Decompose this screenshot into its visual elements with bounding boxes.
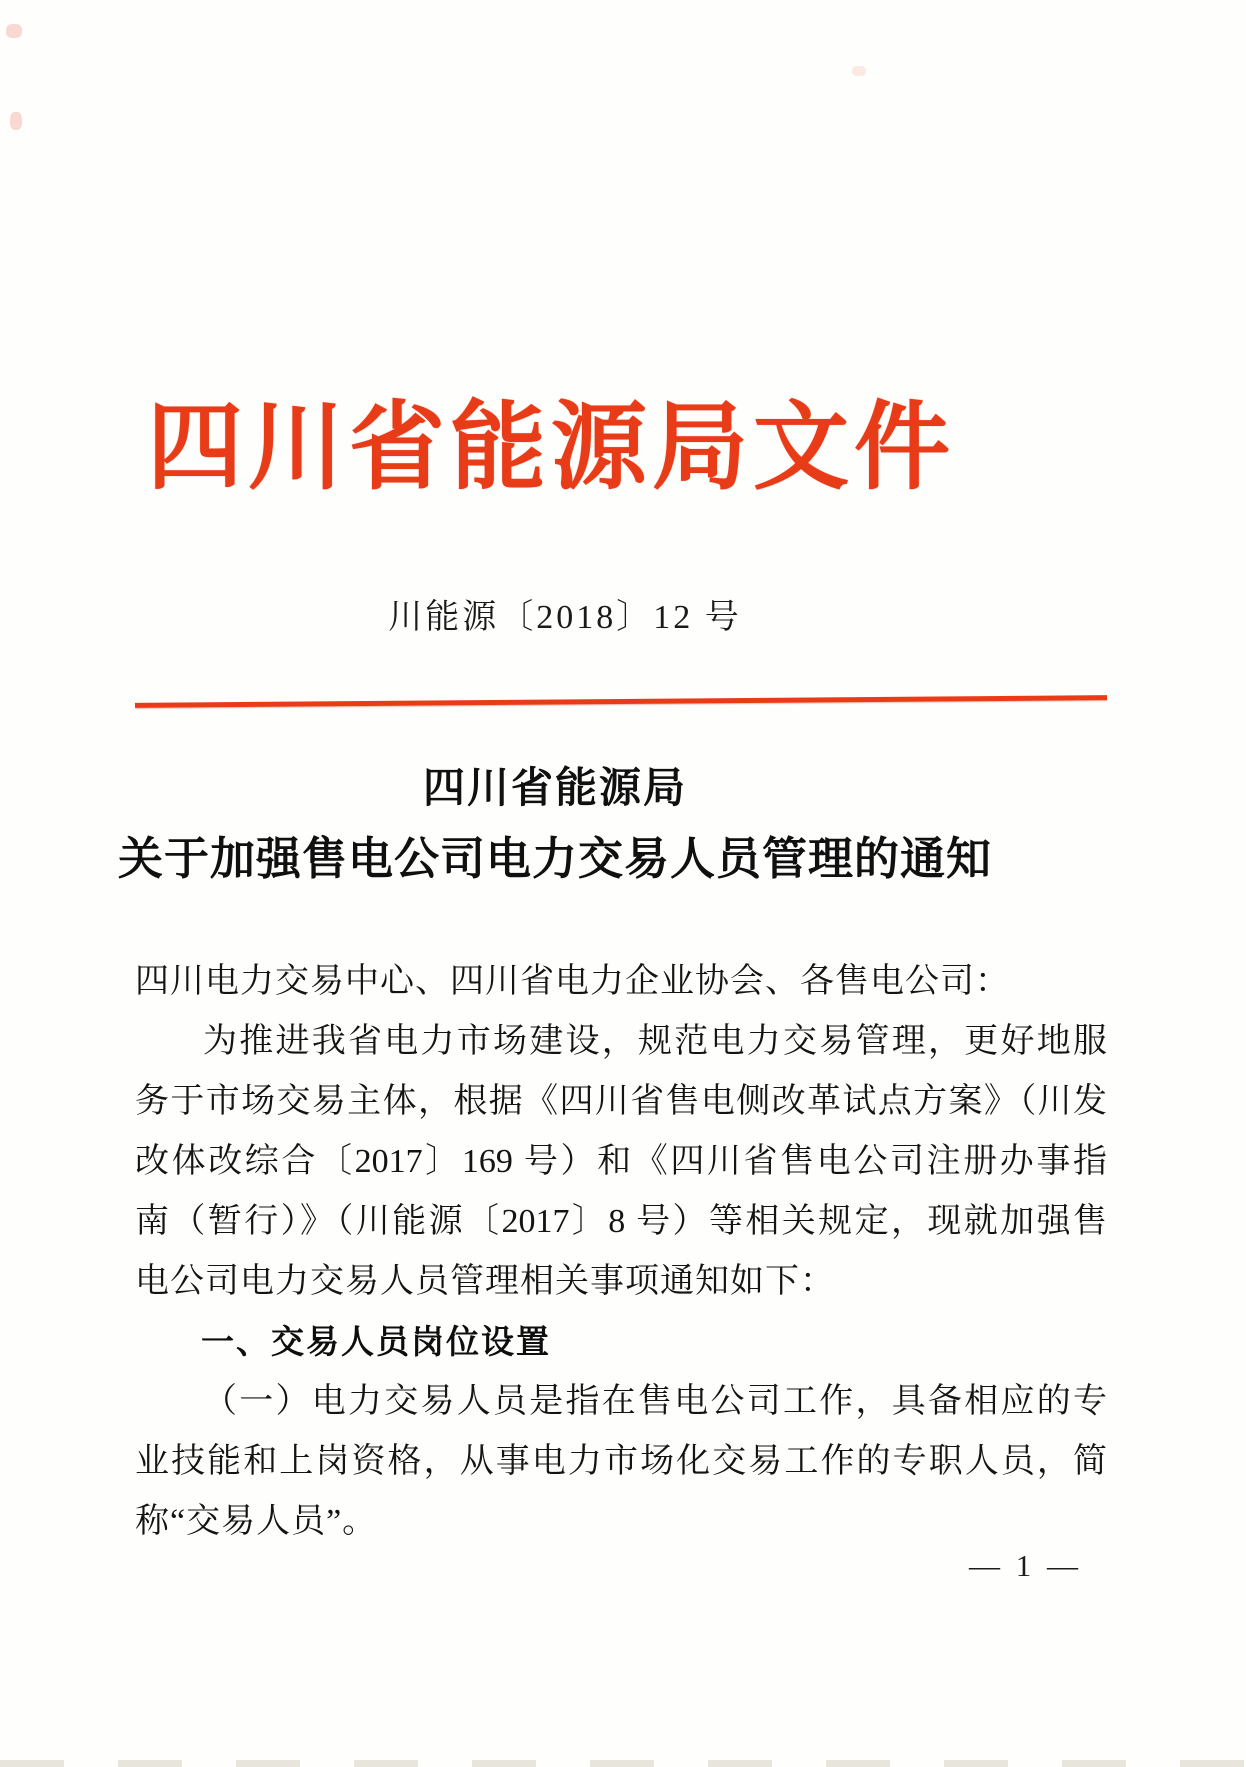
paragraph1-line: 改体改综合〔2017〕169 号）和《四川省售电公司注册办事指	[135, 1143, 1107, 1180]
page-number: — 1 —	[969, 1548, 1082, 1583]
paragraph1-line: 为推进我省电力市场建设，规范电力交易管理，更好地服	[203, 1023, 1107, 1060]
scan-artifact	[6, 24, 22, 38]
paragraph1-line: 电公司电力交易人员管理相关事项通知如下：	[135, 1263, 835, 1300]
paragraph1-line: 南（暂行）》（川能源〔2017〕8 号）等相关规定，现就加强售	[135, 1203, 1107, 1240]
document-number: 川能源〔2018〕12 号	[388, 599, 742, 636]
letterhead-title: 四川省能源局文件	[147, 394, 955, 501]
scan-artifact	[10, 112, 22, 130]
salutation-line: 四川电力交易中心、四川省电力企业协会、各售电公司：	[135, 963, 1010, 1000]
paragraph2-line: 称“交易人员”。	[135, 1503, 378, 1540]
notice-title-subject: 关于加强售电公司电力交易人员管理的通知	[117, 834, 992, 884]
scan-artifact	[852, 66, 866, 76]
paragraph2-line: 业技能和上岗资格，从事电力市场化交易工作的专职人员，简	[135, 1443, 1107, 1480]
paragraph2-line: （一）电力交易人员是指在售电公司工作，具备相应的专	[203, 1383, 1107, 1420]
notice-title-issuer: 四川省能源局	[422, 766, 687, 812]
scan-edge-artifact	[0, 1760, 1246, 1767]
red-divider	[135, 695, 1107, 708]
paragraph1-line: 务于市场交易主体，根据《四川省售电侧改革试点方案》（川发	[135, 1083, 1107, 1120]
document-body	[135, 952, 1107, 1552]
section-heading: 一、交易人员岗位设置	[201, 1323, 551, 1360]
